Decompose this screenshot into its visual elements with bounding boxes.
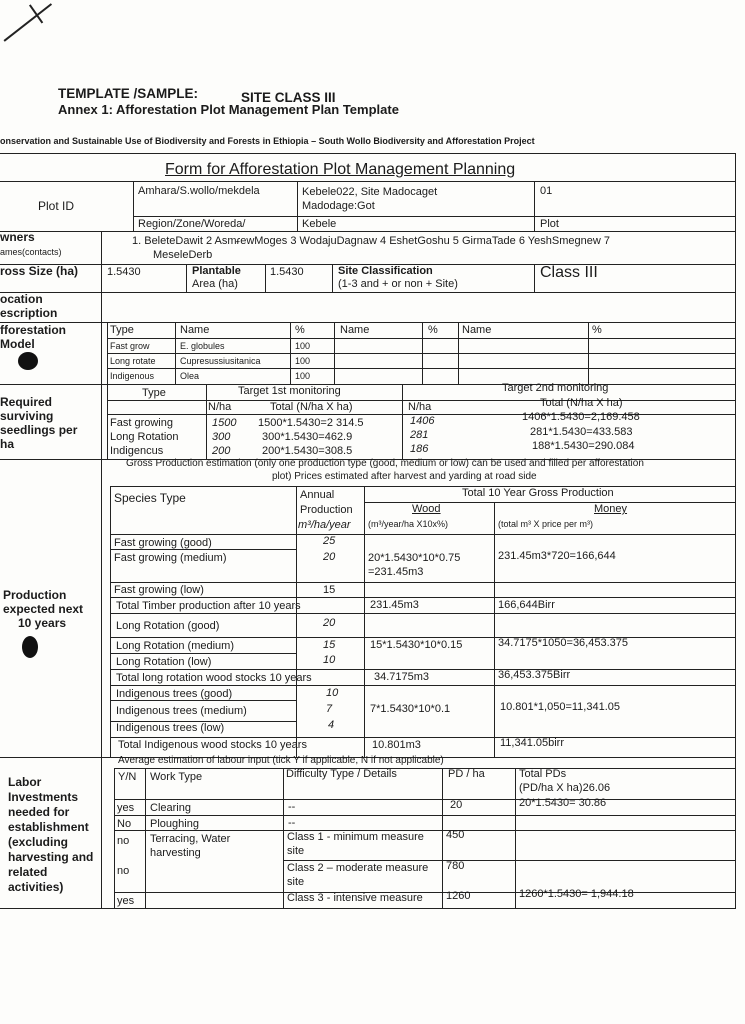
plot-value: 01 xyxy=(540,185,553,197)
model-row-name: E. globules xyxy=(180,341,225,351)
seedlings-row-total2: 281*1.5430=433.583 xyxy=(530,426,633,438)
labor-col-total: Total PDs xyxy=(519,768,567,780)
model-row-type: Long rotate xyxy=(110,356,156,366)
prod-col-annual-2: Production xyxy=(300,504,353,516)
model-col-pct-3: % xyxy=(592,324,602,336)
seedlings-row-n2: 186 xyxy=(410,443,429,455)
owners-label: wners xyxy=(0,230,35,244)
model-row-pct: 100 xyxy=(295,371,311,381)
seedlings-row-type: Indigencus xyxy=(110,445,164,457)
seedlings-row-n2: 281 xyxy=(410,429,429,441)
seedlings-row-total2: 1406*1.5430=2,169.458 xyxy=(522,411,640,423)
labor-row-work: Clearing xyxy=(150,802,191,814)
labor-col-work: Work Type xyxy=(150,771,203,783)
seedlings-row-total1: 1500*1.5430=2 314.5 xyxy=(258,417,364,429)
labor-class2-pd: 780 xyxy=(446,860,465,872)
prod-row-annual: 15 xyxy=(323,584,336,596)
model-row-type: Fast grow xyxy=(110,341,150,351)
labor-class3-total: 1260*1.5430= 1,944.18 xyxy=(519,888,634,900)
model-row-pct: 100 xyxy=(295,341,311,351)
labor-class1-2: site xyxy=(287,845,305,857)
labor-terracing-work: Terracing, Water xyxy=(150,833,231,845)
labor-label-3: needed for xyxy=(8,805,70,819)
labor-label-5: (excluding xyxy=(8,835,69,849)
labor-class1: Class 1 - minimum measure xyxy=(287,831,424,843)
seedlings-row-total2: 188*1.5430=290.084 xyxy=(532,440,635,452)
location-label-2: escription xyxy=(0,306,58,320)
seedlings-col-total-2: Total (N/ha X ha) xyxy=(540,397,623,409)
labor-row-total: 20*1.5430= 30.86 xyxy=(519,797,607,809)
location-label: ocation xyxy=(0,292,43,306)
production-label-2: expected next xyxy=(3,602,84,616)
seedlings-label: Required xyxy=(0,395,53,409)
labor-row-yn: No xyxy=(117,818,132,830)
prod-total-wood: 34.7175m3 xyxy=(374,671,430,683)
project-banner: onservation and Sustainable Use of Biodiversity and Forests in Ethiopia – South Wollo Biodiversity and Afforestation Project xyxy=(0,136,535,146)
prod-total-label: Total Timber production after 10 years xyxy=(116,600,301,612)
prod-row-label: Indigenous trees (good) xyxy=(116,688,233,700)
labor-col-pd: PD / ha xyxy=(448,768,485,780)
labor-note: Average estimation of labour input (tick Y if applicable, N if not applicable) xyxy=(118,755,444,766)
region-value: Amhara/S.wollo/mekdela xyxy=(138,185,260,197)
site-classification-value: Class III xyxy=(540,264,598,281)
prod-col-money-sub: (total m³ X price per m³) xyxy=(498,519,594,529)
hole-punch-mark xyxy=(18,352,38,370)
prod-col-annual-3: m³/ha/year xyxy=(298,519,351,531)
labor-col-difficulty: Difficulty Type / Details xyxy=(286,768,397,780)
gross-size-label: ross Size (ha) xyxy=(0,264,79,278)
plantable-sublabel: Area (ha) xyxy=(192,278,238,290)
seedlings-row-n2: 1406 xyxy=(410,415,435,427)
model-col-name-3: Name xyxy=(462,324,492,336)
labor-class3-yn: yes xyxy=(117,895,135,907)
seedlings-target-1: Target 1st monitoring xyxy=(238,385,341,397)
seedlings-col-total: Total (N/ha X ha) xyxy=(270,401,353,413)
prod-total-label: Total Indigenous wood stocks 10 years xyxy=(118,739,307,751)
prod-row-annual: 4 xyxy=(328,719,335,731)
region-label: Region/Zone/Woreda/ xyxy=(138,218,246,230)
labor-label: Labor xyxy=(8,775,42,789)
seedlings-row-n1: 300 xyxy=(212,431,231,443)
prod-row-label: Indigenous trees (low) xyxy=(116,722,225,734)
labor-row-diff: -- xyxy=(288,801,296,813)
prod-row-wood: 15*1.5430*10*0.15 xyxy=(370,639,463,651)
plot-label: Plot xyxy=(540,218,559,230)
pen-mark xyxy=(29,4,43,23)
site-class-heading: SITE CLASS III xyxy=(241,90,336,105)
prod-row-wood: 20*1.5430*10*0.75 xyxy=(368,552,461,564)
pen-mark xyxy=(4,3,52,41)
kebele-label: Kebele xyxy=(302,218,337,230)
model-row-pct: 100 xyxy=(295,356,311,366)
prod-total-money: 166,644Birr xyxy=(498,599,555,611)
labor-row-pd: 20 xyxy=(450,799,463,811)
seedlings-label-3: seedlings per xyxy=(0,423,78,437)
production-note: Gross Production estimation (only one production type (good, medium or low) can be used and filled per afforestation xyxy=(126,458,644,469)
labor-class1-pd: 450 xyxy=(446,829,465,841)
prod-col-total10: Total 10 Year Gross Production xyxy=(462,487,614,499)
prod-col-wood: Wood xyxy=(412,503,441,515)
model-col-pct-2: % xyxy=(428,324,438,336)
prod-total-money: 36,453.375Birr xyxy=(498,669,571,681)
prod-col-wood-sub: (m³/year/ha X10x%) xyxy=(368,519,449,529)
prod-row-money: 10.801*1,050=11,341.05 xyxy=(500,701,620,713)
model-col-pct: % xyxy=(295,324,305,336)
labor-label-8: activities) xyxy=(8,880,64,894)
labor-class3: Class 3 - intensive measure xyxy=(287,892,423,904)
site-classification-sublabel: (1-3 and + or non + Site) xyxy=(338,278,458,290)
template-label: TEMPLATE /SAMPLE: xyxy=(58,86,198,101)
prod-col-annual: Annual xyxy=(300,489,335,501)
labor-row-diff: -- xyxy=(288,817,296,829)
prod-total-label: Total long rotation wood stocks 10 years xyxy=(116,672,312,684)
prod-row-label: Long Rotation (good) xyxy=(116,620,220,632)
annex-title: Annex 1: Afforestation Plot Management Plan Template xyxy=(58,102,399,117)
labor-class2-2: site xyxy=(287,876,305,888)
kebele-value: Kebele022, Site Madocaget xyxy=(302,186,438,198)
seedlings-col-nha: N/ha xyxy=(208,401,232,413)
seedlings-col-nha-2: N/ha xyxy=(408,401,432,413)
site-classification-label: Site Classification xyxy=(338,265,433,277)
labor-class2-yn: no xyxy=(117,865,130,877)
seedlings-row-total1: 300*1.5430=462.9 xyxy=(262,431,353,443)
prod-row-annual: 10 xyxy=(323,654,336,666)
prod-row-label: Fast growing (low) xyxy=(114,584,204,596)
seedlings-target-2: Target 2nd monitoring xyxy=(502,382,609,394)
labor-label-7: related xyxy=(8,865,48,879)
labor-col-yn: Y/N xyxy=(118,771,137,783)
prod-row-annual: 25 xyxy=(323,535,336,547)
model-row-name: Cupresussiusitanica xyxy=(180,356,261,366)
prod-total-wood: 10.801m3 xyxy=(372,739,421,751)
prod-row-label: Long Rotation (medium) xyxy=(116,640,235,652)
prod-col-species: Species Type xyxy=(114,491,186,505)
plantable-label: Plantable xyxy=(192,265,241,277)
labor-label-4: establishment xyxy=(8,820,89,834)
plot-id-label: Plot ID xyxy=(38,199,75,213)
model-col-name: Name xyxy=(180,324,210,336)
prod-row-annual: 20 xyxy=(323,617,336,629)
prod-total-money: 11,341.05birr xyxy=(500,737,565,749)
production-label-3: 10 years xyxy=(18,616,67,630)
prod-row-wood: 7*1.5430*10*0.1 xyxy=(370,703,451,715)
production-note-2: plot) Prices estimated after harvest and yarding at road side xyxy=(272,471,537,482)
prod-col-money: Money xyxy=(594,503,628,515)
labor-row-yn: yes xyxy=(117,802,135,814)
owners-list: 1. BeleteDawit 2 AsmᵳewMoges 3 WodajuDagnaw 4 EshetGoshu 5 GirmaTade 6 YeshSmegnew 7 xyxy=(132,235,610,247)
seedlings-row-n1: 1500 xyxy=(212,417,237,429)
prod-row-annual: 10 xyxy=(326,687,339,699)
model-row-type: Indigenous xyxy=(110,371,155,381)
afforestation-model-label: fforestation xyxy=(0,323,66,337)
seedlings-row-total1: 200*1.5430=308.5 xyxy=(262,445,353,457)
seedlings-row-type: Long Rotation xyxy=(110,431,179,443)
prod-row-wood-2: =231.45m3 xyxy=(368,566,424,578)
seedlings-row-n1: 200 xyxy=(212,445,231,457)
prod-row-money: 34.7175*1050=36,453.375 xyxy=(498,637,628,649)
prod-row-label: Long Rotation (low) xyxy=(116,656,212,668)
labor-row-work: Ploughing xyxy=(150,818,199,830)
model-col-name-2: Name xyxy=(340,324,370,336)
model-row-name: Olea xyxy=(180,371,200,381)
seedlings-row-type: Fast growing xyxy=(110,417,173,429)
prod-row-label: Fast growing (good) xyxy=(114,537,212,549)
owners-sublabel: ames(contacts) xyxy=(0,247,62,257)
labor-class2: Class 2 – moderate measure xyxy=(287,862,429,874)
prod-row-label: Indigenous trees (medium) xyxy=(116,705,247,717)
labor-label-2: Investments xyxy=(8,790,79,804)
kebele-value-2: Madodage:Got xyxy=(302,200,375,212)
afforestation-model-label-2: Model xyxy=(0,337,35,351)
prod-total-wood: 231.45m3 xyxy=(370,599,419,611)
seedlings-label-2: surviving xyxy=(0,409,54,423)
prod-row-annual: 7 xyxy=(326,703,333,715)
production-label: Production xyxy=(3,588,67,602)
owners-list-cont: MeseleDerb xyxy=(153,249,213,261)
labor-label-6: harvesting and xyxy=(8,850,94,864)
plantable-value: 1.5430 xyxy=(270,266,304,278)
labor-terracing-work-2: harvesting xyxy=(150,847,201,859)
labor-class3-pd: 1260 xyxy=(446,890,471,902)
prod-row-money: 231.45m3*720=166,644 xyxy=(498,550,616,562)
prod-row-annual: 20 xyxy=(323,551,336,563)
labor-terracing-yn: no xyxy=(117,835,130,847)
labor-col-total-2: (PD/ha X ha)26.06 xyxy=(519,782,611,794)
seedlings-label-4: ha xyxy=(0,437,15,451)
seedlings-col-type: Type xyxy=(142,387,166,399)
hole-punch-mark xyxy=(22,636,38,658)
prod-row-annual: 15 xyxy=(323,639,336,651)
prod-row-label: Fast growing (medium) xyxy=(114,552,227,564)
model-col-type: Type xyxy=(110,324,134,336)
gross-size-value: 1.5430 xyxy=(107,266,141,278)
form-title: Form for Afforestation Plot Management Planning xyxy=(165,161,516,178)
